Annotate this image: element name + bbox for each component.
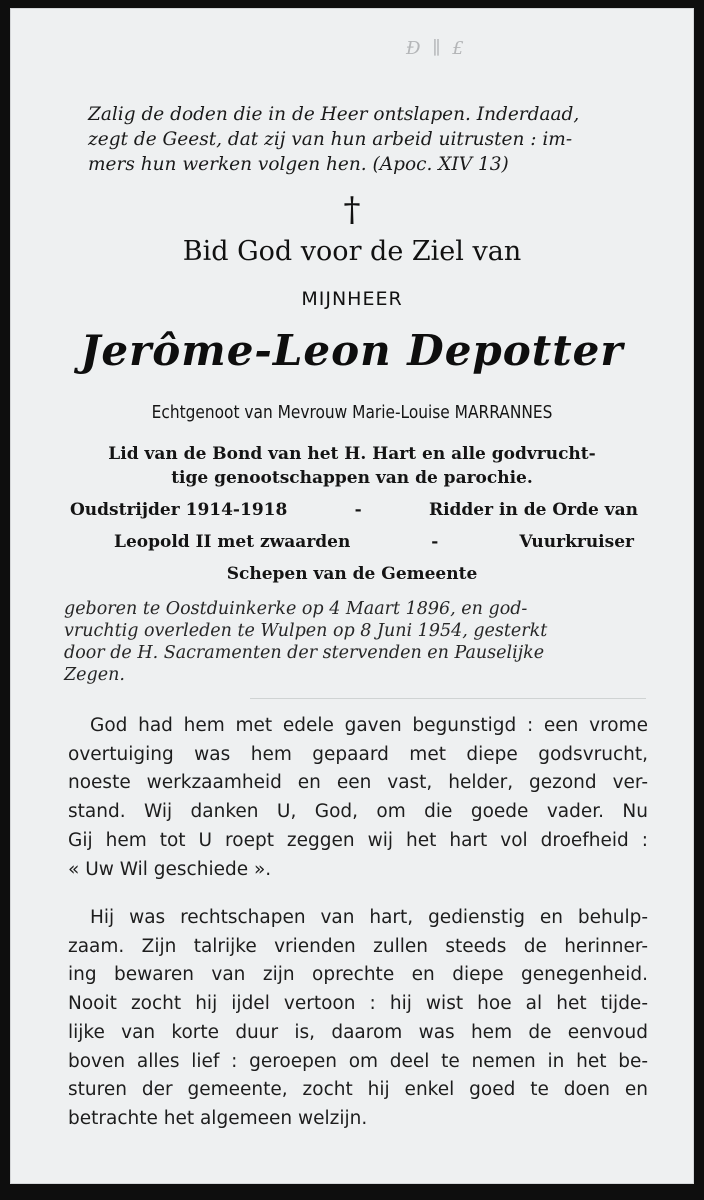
tribute-line: boven alles lief : geroepen om deel te nemen in het be-	[68, 1050, 648, 1072]
prayer-heading: Bid God voor de Ziel van	[182, 236, 522, 267]
separator-dash: -	[354, 500, 362, 520]
veteran-title: Oudstrijder 1914-1918	[70, 500, 288, 520]
scripture-quote	[88, 102, 644, 177]
order-title: Ridder in de Orde van	[428, 500, 638, 520]
birth-death-line: vruchtig overleden te Wulpen op 8 Juni 1954, gesterkt	[64, 621, 548, 641]
office-title: Schepen van de Gemeente	[226, 564, 478, 584]
tribute-line: ing bewaren van zijn oprechte en diepe genegenheid.	[68, 964, 648, 986]
memorial-card	[10, 8, 694, 1184]
honors-row	[114, 532, 634, 552]
scripture-line: Zalig de doden die in de Heer ontslapen. Inderdaad,	[88, 104, 580, 125]
separator-dash: -	[431, 532, 439, 552]
tribute-line: Nooit zocht hij ijdel vertoon : hij wist hoe al het tijde-	[68, 993, 648, 1015]
tribute-line: zaam. Zijn talrijke vrienden zullen steeds de herinner-	[68, 935, 648, 957]
divider	[250, 698, 646, 699]
tribute-line: Hij was rechtschapen van hart, gedienstig en behulp-	[90, 907, 648, 928]
tribute-line: noeste werkzaamheid en een vast, helder, gezond ver-	[68, 772, 648, 794]
tribute-line: sturen der gemeente, zocht hij enkel goed te doen en	[68, 1079, 648, 1101]
membership-text	[10, 442, 694, 490]
membership-line: Lid van de Bond van het H. Hart en alle godvrucht-	[108, 444, 596, 464]
spouse-line: Echtgenoot van Mevrouw Marie-Louise MARRANNES	[151, 403, 553, 423]
honorific-title: MIJNHEER	[301, 288, 403, 310]
tribute-paragraph-2	[68, 904, 648, 1134]
cross-icon: †	[343, 190, 361, 230]
membership-line: tige genootschappen van de parochie.	[171, 468, 533, 488]
birth-death-line: door de H. Sacramenten der stervenden en Pauselijke	[64, 643, 545, 663]
archive-pencil-mark: Ð ∥ £	[406, 38, 467, 59]
tribute-line: « Uw Wil geschiede ».	[68, 858, 272, 880]
birth-death-line: geboren te Oostduinkerke op 4 Maart 1896, en god-	[64, 599, 528, 619]
tribute-line: stand. Wij danken U, God, om die goede vader. Nu	[68, 801, 648, 823]
tribute-line: God had hem met edele gaven begunstigd : een vrome	[90, 715, 648, 736]
scripture-line: zegt de Geest, dat zij van hun arbeid uitrusten : im-	[88, 129, 573, 150]
tribute-line: betrachte het algemeen welzijn.	[68, 1107, 368, 1129]
scripture-line: mers hun werken volgen hen. (Apoc. XIV 13)	[88, 154, 509, 175]
deceased-name: Jerôme-Leon Depotter	[80, 326, 624, 375]
tribute-line: overtuiging was hem gepaard met diepe godsvrucht,	[68, 743, 648, 765]
tribute-paragraph-1	[68, 712, 648, 884]
tribute-line: Gij hem tot U roept zeggen wij het hart vol droefheid :	[68, 829, 648, 851]
fire-cross-title: Vuurkruiser	[519, 532, 634, 552]
honors-row	[70, 500, 638, 520]
order-name: Leopold II met zwaarden	[114, 532, 351, 552]
birth-death-text	[64, 598, 644, 686]
birth-death-line: Zegen.	[64, 665, 125, 685]
tribute-line: lijke van korte duur is, daarom was hem de eenvoud	[68, 1021, 648, 1043]
